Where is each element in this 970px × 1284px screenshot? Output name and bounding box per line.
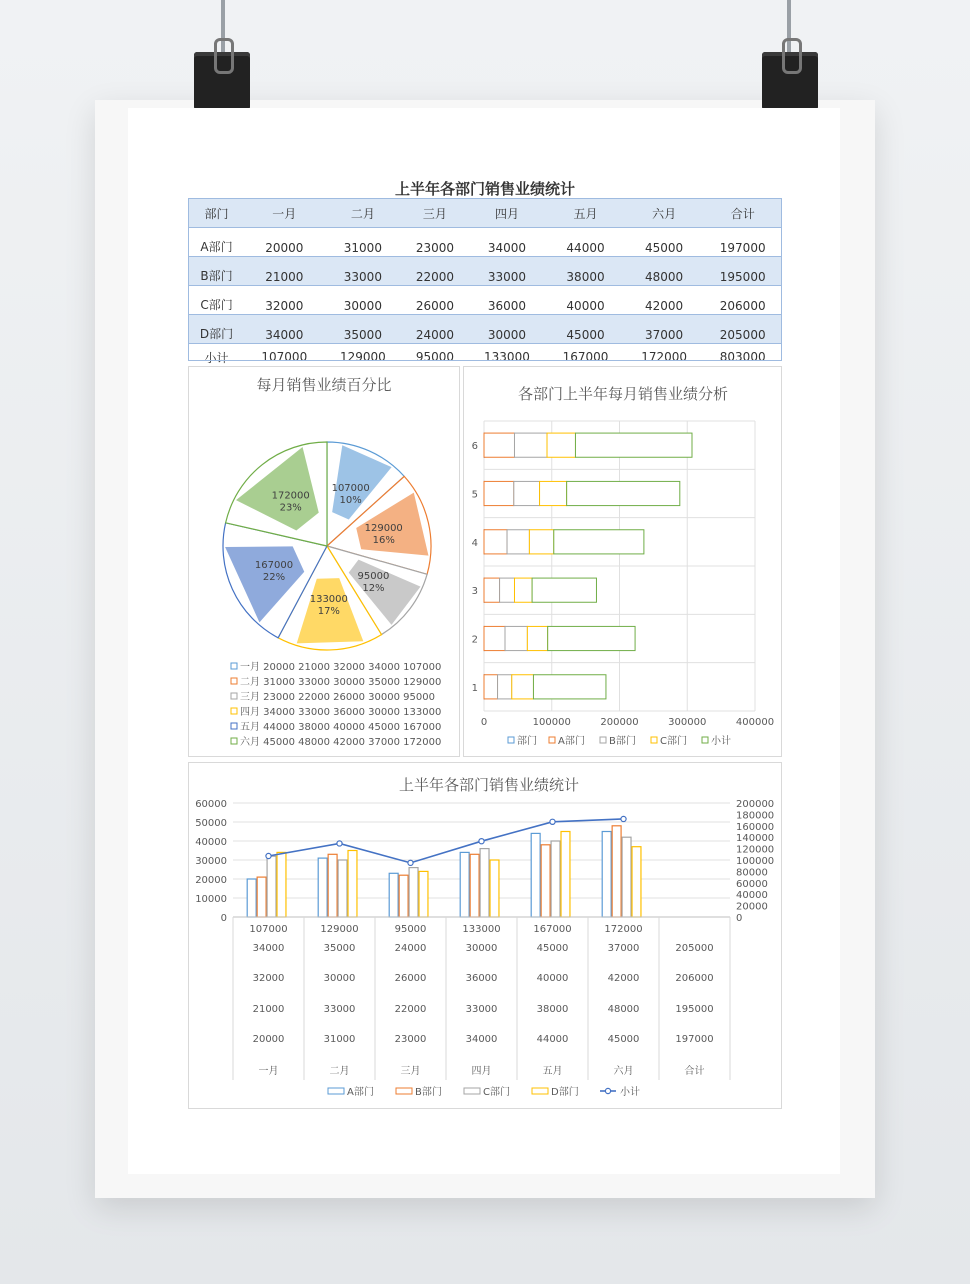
combo-table-cell: 195000 — [675, 1004, 714, 1015]
combo-table-cell: 48000 — [607, 1004, 640, 1015]
pie-legend-item: 六月 45000 48000 42000 37000 172000 — [240, 737, 442, 748]
hbar-segment — [548, 626, 635, 650]
y-tick-label: 0 — [220, 913, 227, 924]
combo-bar — [541, 845, 550, 917]
y2-tick-label: 180000 — [736, 810, 775, 822]
x-category-label: 五月 — [542, 1066, 563, 1077]
combo-bar — [531, 833, 540, 917]
combo-table-cell: 20000 — [252, 1034, 285, 1045]
hbar-segment — [484, 626, 505, 650]
pie-data-label: 133000 — [309, 594, 348, 606]
x-category-label: 四月 — [471, 1066, 492, 1077]
combo-bar — [338, 860, 347, 917]
combo-table-cell: 129000 — [320, 924, 359, 935]
combo-table-cell: 172000 — [604, 924, 643, 935]
pie-percent-label: 10% — [339, 494, 362, 506]
value-cell: 23000 — [402, 228, 467, 257]
combo-legend-item: A部门 — [347, 1087, 374, 1098]
value-cell: 48000 — [625, 257, 704, 286]
legend-swatch — [328, 1088, 344, 1094]
value-cell: 32000 — [245, 286, 324, 315]
combo-table-cell: 33000 — [323, 1004, 356, 1015]
y-tick-label: 30000 — [195, 856, 227, 867]
hbar-legend-item: 小计 — [711, 736, 731, 747]
combo-table-cell: 45000 — [607, 1034, 640, 1045]
y-tick-label: 6 — [471, 441, 478, 453]
legend-swatch — [231, 723, 237, 729]
table-row — [188, 257, 782, 286]
x-tick-label: 400000 — [735, 717, 775, 728]
combo-bar — [267, 856, 276, 917]
y-tick-label: 50000 — [195, 818, 227, 829]
pie-legend-item: 四月 34000 33000 36000 30000 133000 — [240, 707, 442, 718]
table-row — [188, 286, 782, 315]
pie-data-label: 167000 — [254, 560, 294, 572]
combo-table-cell: 42000 — [607, 973, 640, 984]
combo-table-cell: 26000 — [394, 973, 427, 984]
combo-table-cell: 31000 — [323, 1034, 356, 1045]
table-row — [188, 315, 782, 344]
value-cell: 34000 — [468, 228, 547, 257]
hbar-segment — [498, 675, 512, 699]
value-cell: 26000 — [402, 286, 467, 315]
combo-bar — [409, 868, 418, 917]
x-tick-label: 200000 — [600, 717, 639, 728]
combo-bar — [328, 854, 337, 917]
x-category-label: 一月 — [258, 1066, 279, 1077]
y2-tick-label: 60000 — [736, 878, 768, 890]
y-tick-label: 1 — [471, 682, 478, 694]
pie-legend-item: 三月 23000 22000 26000 30000 95000 — [240, 692, 435, 703]
value-cell: 197000 — [703, 228, 782, 257]
legend-swatch — [231, 663, 237, 669]
value-cell: 172000 — [641, 350, 687, 364]
pie-legend-item: 二月 31000 33000 30000 35000 129000 — [240, 677, 442, 688]
value-cell: 31000 — [324, 228, 403, 257]
value-cell: 37000 — [625, 315, 704, 344]
value-cell: 20000 — [245, 228, 324, 257]
combo-chart — [188, 762, 782, 1109]
combo-bar — [490, 860, 499, 917]
combo-bar — [419, 871, 428, 917]
hbar-segment — [500, 578, 515, 602]
combo-bar — [470, 854, 479, 917]
combo-table-cell: 36000 — [465, 973, 498, 984]
combo-bar — [622, 837, 631, 917]
y2-tick-label: 100000 — [736, 856, 775, 867]
line-marker — [266, 853, 271, 858]
combo-table-cell: 205000 — [675, 943, 714, 954]
hbar-title: 各部门上半年每月销售业绩分析 — [517, 385, 729, 403]
x-tick-label: 0 — [480, 717, 488, 728]
hbar-legend-item: C部门 — [660, 736, 687, 747]
value-cell: 21000 — [245, 257, 324, 286]
combo-table-cell: 30000 — [465, 943, 498, 954]
table-row — [188, 228, 782, 257]
dept-cell: B部门 — [188, 257, 245, 286]
hbar-segment — [484, 578, 500, 602]
combo-table-cell: 22000 — [394, 1004, 427, 1015]
dept-cell: D部门 — [188, 315, 245, 344]
y-tick-label: 40000 — [195, 837, 227, 848]
combo-table-cell: 34000 — [252, 943, 285, 954]
legend-swatch — [600, 737, 606, 743]
legend-swatch — [651, 737, 657, 743]
hbar-segment — [514, 433, 547, 457]
x-category-label: 合计 — [684, 1066, 705, 1077]
x-tick-label: 300000 — [668, 717, 707, 728]
combo-table-cell: 38000 — [536, 1004, 569, 1015]
value-cell: 167000 — [562, 350, 609, 364]
combo-legend-item: C部门 — [483, 1087, 510, 1098]
header-cell: 五月 — [546, 199, 625, 228]
x-category-label: 二月 — [329, 1066, 350, 1077]
value-cell: 95000 — [415, 350, 454, 364]
value-cell: 22000 — [402, 257, 467, 286]
header-cell: 四月 — [468, 199, 547, 228]
hbar-segment — [567, 481, 680, 505]
hbar-legend-item: 部门 — [517, 736, 537, 747]
value-cell: 35000 — [324, 315, 403, 344]
combo-table-cell: 40000 — [536, 973, 569, 984]
combo-table-cell: 133000 — [462, 924, 501, 935]
pie-legend-item: 一月 20000 21000 32000 34000 107000 — [240, 662, 442, 673]
legend-swatch — [549, 737, 555, 743]
legend-swatch — [532, 1088, 548, 1094]
hbar-segment — [512, 675, 534, 699]
hbar-segment — [514, 481, 540, 505]
line-marker — [337, 841, 342, 846]
line-marker — [479, 839, 484, 844]
legend-swatch — [231, 708, 237, 714]
hbar-segment — [575, 433, 692, 457]
dept-cell: A部门 — [188, 228, 245, 257]
hbar-segment — [532, 578, 596, 602]
y2-tick-label: 40000 — [736, 890, 768, 902]
hbar-segment — [507, 530, 529, 554]
combo-bar — [348, 851, 357, 918]
hbar-segment — [527, 626, 547, 650]
combo-bar — [561, 832, 570, 918]
value-cell: 30000 — [468, 315, 547, 344]
value-cell: 42000 — [625, 286, 704, 315]
header-cell: 合计 — [703, 199, 782, 228]
hbar-segment — [514, 578, 532, 602]
combo-legend-item: D部门 — [551, 1087, 579, 1098]
value-cell: 205000 — [703, 315, 782, 344]
combo-bar — [480, 849, 489, 917]
legend-swatch — [231, 738, 237, 744]
value-cell: 206000 — [703, 286, 782, 315]
combo-title: 上半年各部门销售业绩统计 — [398, 776, 580, 794]
combo-table-cell: 24000 — [394, 943, 427, 954]
header-cell: 二月 — [324, 199, 403, 228]
hbar-segment — [484, 675, 498, 699]
hbar-segment — [484, 433, 514, 457]
dept-cell: C部门 — [188, 286, 245, 315]
combo-bar — [257, 877, 266, 917]
combo-table-cell: 23000 — [394, 1034, 427, 1045]
combo-table-cell: 197000 — [675, 1034, 714, 1045]
combo-bar — [247, 879, 256, 917]
value-cell: 45000 — [625, 228, 704, 257]
hbar-segment — [484, 530, 507, 554]
hbar-segment — [529, 530, 553, 554]
legend-swatch — [231, 678, 237, 684]
y2-tick-label: 200000 — [736, 799, 775, 810]
y-tick-label: 60000 — [195, 799, 227, 810]
legend-swatch — [702, 737, 708, 743]
value-cell: 24000 — [402, 315, 467, 344]
combo-table-cell: 107000 — [249, 924, 288, 935]
value-cell: 38000 — [546, 257, 625, 286]
x-category-label: 六月 — [613, 1066, 634, 1077]
combo-legend-item: 小计 — [620, 1087, 640, 1098]
pie-percent-label: 17% — [317, 606, 340, 618]
combo-table-cell: 34000 — [465, 1034, 498, 1045]
line-marker — [550, 819, 555, 824]
value-cell: 30000 — [324, 286, 403, 315]
y-tick-label: 2 — [471, 634, 478, 646]
binder-clip-left-icon — [194, 52, 250, 110]
legend-marker — [605, 1088, 610, 1093]
combo-table-cell: 45000 — [536, 943, 569, 954]
table-title: 上半年各部门销售业绩统计 — [394, 180, 575, 198]
hbar-segment — [484, 481, 514, 505]
combo-table-cell: 37000 — [607, 943, 640, 954]
value-cell: 36000 — [468, 286, 547, 315]
combo-bar — [318, 858, 327, 917]
legend-swatch — [396, 1088, 412, 1094]
value-cell: 44000 — [546, 228, 625, 257]
binder-clip-right-icon — [762, 52, 818, 110]
pie-percent-label: 22% — [262, 572, 286, 584]
combo-legend-item: B部门 — [415, 1087, 442, 1098]
y-tick-label: 20000 — [195, 875, 227, 886]
value-cell: 33000 — [468, 257, 547, 286]
legend-swatch — [231, 693, 237, 699]
y2-tick-label: 0 — [736, 913, 743, 924]
x-category-label: 三月 — [400, 1066, 421, 1077]
combo-bar — [602, 832, 611, 918]
pie-data-label: 107000 — [331, 482, 370, 494]
combo-bar — [399, 875, 408, 917]
hbar-segment — [547, 433, 575, 457]
combo-table-cell: 167000 — [533, 924, 572, 935]
pie-data-label: 129000 — [364, 522, 403, 534]
combo-bar — [389, 873, 398, 917]
value-cell: 129000 — [339, 350, 386, 364]
pie-chart — [188, 366, 460, 757]
y2-tick-label: 160000 — [736, 821, 775, 833]
y2-tick-label: 80000 — [736, 867, 768, 879]
header-cell: 一月 — [245, 199, 324, 228]
pie-data-label: 95000 — [357, 571, 390, 583]
combo-bar — [277, 852, 286, 917]
legend-swatch — [508, 737, 514, 743]
y2-tick-label: 120000 — [736, 844, 775, 856]
combo-table-cell: 32000 — [252, 973, 285, 984]
combo-table-cell: 33000 — [465, 1004, 498, 1015]
line-marker — [408, 860, 413, 865]
line-marker — [621, 816, 626, 821]
subtotal-label: 小计 — [204, 350, 229, 365]
header-cell: 三月 — [402, 199, 467, 228]
y-tick-label: 10000 — [195, 894, 227, 905]
hbar-legend-item: B部门 — [609, 736, 636, 747]
y-tick-label: 5 — [471, 489, 478, 501]
pie-percent-label: 16% — [372, 534, 395, 546]
y2-tick-label: 20000 — [736, 901, 768, 913]
sales-table — [188, 198, 782, 370]
value-cell: 40000 — [546, 286, 625, 315]
header-cell: 部门 — [188, 199, 245, 228]
hbar-segment — [505, 626, 527, 650]
combo-bar — [612, 826, 621, 917]
header-cell: 六月 — [625, 199, 704, 228]
horizontal-bar-chart — [463, 366, 782, 757]
legend-swatch — [464, 1088, 480, 1094]
combo-table-cell: 30000 — [323, 973, 356, 984]
y-tick-label: 3 — [471, 586, 478, 598]
hbar-segment — [554, 530, 644, 554]
combo-table-cell: 21000 — [252, 1004, 285, 1015]
pie-legend-item: 五月 44000 38000 40000 45000 167000 — [240, 722, 442, 733]
pie-percent-label: 12% — [362, 583, 385, 595]
hbar-legend-item: A部门 — [558, 736, 585, 747]
combo-table-cell: 44000 — [536, 1034, 569, 1045]
value-cell: 107000 — [261, 350, 308, 364]
value-cell: 33000 — [324, 257, 403, 286]
x-tick-label: 100000 — [532, 717, 571, 728]
value-cell: 133000 — [484, 350, 530, 364]
value-cell: 803000 — [719, 350, 766, 364]
combo-bar — [551, 841, 560, 917]
y-tick-label: 4 — [471, 537, 478, 549]
pie-percent-label: 23% — [279, 502, 302, 514]
value-cell: 195000 — [703, 257, 782, 286]
pie-title: 每月销售业绩百分比 — [256, 376, 392, 394]
y2-tick-label: 140000 — [736, 833, 775, 845]
hbar-segment — [540, 481, 567, 505]
combo-bar — [460, 852, 469, 917]
value-cell: 34000 — [245, 315, 324, 344]
pie-data-label: 172000 — [271, 490, 310, 502]
value-cell: 45000 — [546, 315, 625, 344]
combo-table-cell: 95000 — [394, 924, 427, 935]
combo-bar — [632, 847, 641, 917]
hbar-segment — [533, 675, 605, 699]
combo-table-cell: 206000 — [675, 973, 714, 984]
combo-table-cell: 35000 — [323, 943, 356, 954]
